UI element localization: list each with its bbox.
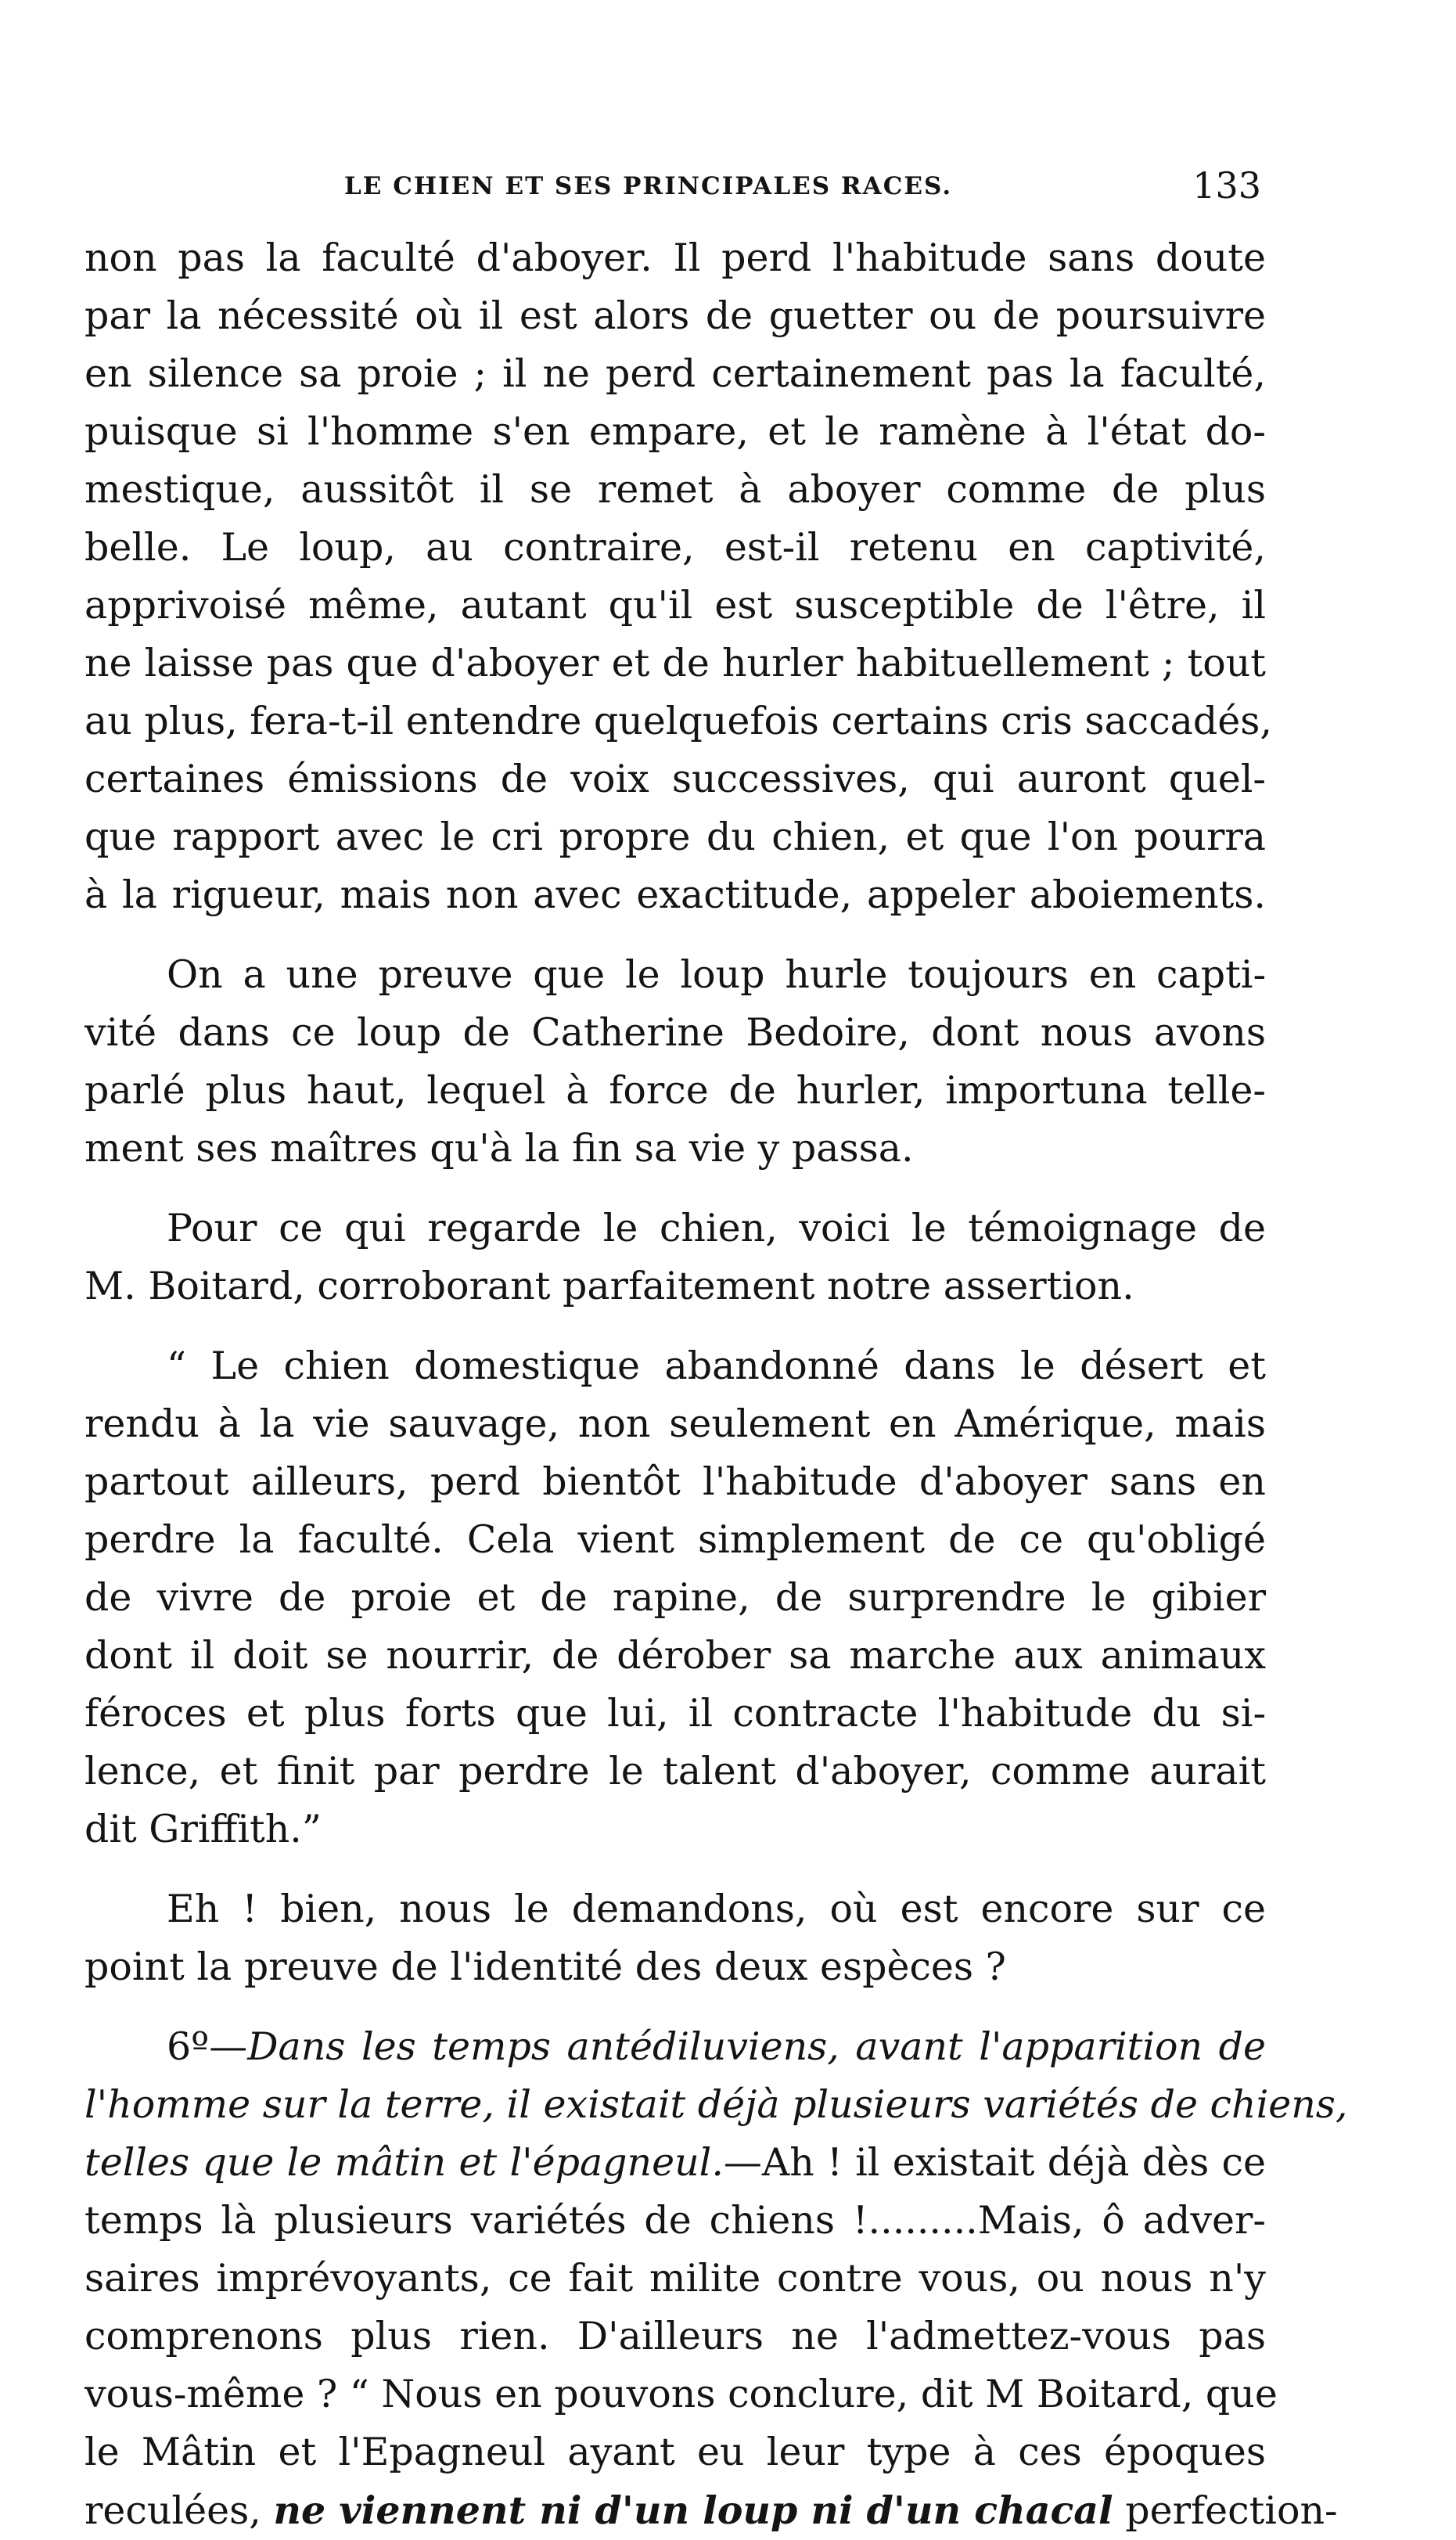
text-line: puisque si l'homme s'en empare, et le ramène à l'état do- <box>84 409 1266 454</box>
text-line: mestique, aussitôt il se remet à aboyer comme de plus <box>84 467 1266 512</box>
paragraph-gap <box>84 1178 1266 1200</box>
text-line: parlé plus haut, lequel à force de hurler, importuna telle- <box>84 1068 1266 1113</box>
emphasized-phrase: ne viennent ni d'un loup ni d'un chacal <box>273 2488 1113 2533</box>
text-line: vité dans ce loup de Catherine Bedoire, dont nous avons <box>84 1010 1266 1055</box>
paragraph-1 <box>84 229 1272 924</box>
text-line: à la rigueur, mais non avec exactitude, appeler aboiements. <box>84 872 1266 917</box>
text-span: perfection- <box>1113 2488 1338 2533</box>
text-line: que rapport avec le cri propre du chien, et que l'on pourra <box>84 815 1266 859</box>
text-line: dit Griffith.” <box>84 1807 322 1851</box>
paragraph-3 <box>84 1200 1266 1315</box>
text-line: en silence sa proie ; il ne perd certainement pas la faculté, <box>84 351 1266 396</box>
text-line: le Mâtin et l'Epagneul ayant eu leur type à ces époques <box>84 2430 1266 2474</box>
running-head: LE CHIEN ET SES PRINCIPALES RACES. <box>344 172 953 200</box>
italic-proposition-line: l'homme sur la terre, il existait déjà plusieurs variétés de chiens, <box>84 2082 1348 2127</box>
text-line: non pas la faculté d'aboyer. Il perd l'habitude sans doute <box>84 236 1266 280</box>
text-line <box>84 2018 1266 2076</box>
text-line: belle. Le loup, au contraire, est-il retenu en captivité, <box>84 525 1266 570</box>
paragraph-gap <box>84 1858 1266 1880</box>
italic-proposition: Dans les temps antédiluviens, avant l'apparition de <box>247 2024 1266 2069</box>
text-line: lence, et finit par perdre le talent d'aboyer, comme aurait <box>84 1749 1266 1793</box>
text-line: temps là plusieurs variétés de chiens !.........Mais, ô adver- <box>84 2198 1266 2243</box>
text-line: certaines émissions de voix successives, qui auront quel- <box>84 757 1266 801</box>
text-line: vous-même ? “ Nous en pouvons conclure, dit M Boitard, que <box>84 2372 1278 2416</box>
text-line: ne laisse pas que d'aboyer et de hurler habituellement ; tout <box>84 641 1266 685</box>
text-span: reculées, <box>84 2488 274 2533</box>
page-number: 133 <box>1192 164 1261 207</box>
text-line: Eh ! bien, nous le demandons, où est encore sur ce <box>167 1887 1266 1931</box>
text-line: M. Boitard, corroborant parfaitement notre assertion. <box>84 1264 1134 1308</box>
text-line: perdre la faculté. Cela vient simplement de ce qu'obligé <box>84 1517 1266 1562</box>
running-header <box>344 164 1275 219</box>
page-body <box>84 229 1348 2539</box>
paragraph-6 <box>84 2018 1348 2539</box>
text-line: rendu à la vie sauvage, non seulement en Amérique, mais <box>84 1401 1266 1446</box>
paragraph-2 <box>84 946 1266 1178</box>
text-line: au plus, fera-t-il entendre quelquefois certains cris saccadés, <box>84 699 1272 743</box>
paragraph-gap <box>84 924 1266 946</box>
text-line: point la preuve de l'identité des deux espèces ? <box>84 1945 1006 1989</box>
text-line: “ Le chien domestique abandonné dans le désert et <box>167 1344 1266 1388</box>
text-line: par la nécessité où il est alors de guetter ou de poursuivre <box>84 293 1266 338</box>
italic-proposition: telles que le mâtin et l'épagneul. <box>84 2140 724 2185</box>
text-line <box>84 2481 1338 2539</box>
paragraph-gap <box>84 1996 1266 2018</box>
text-line: On a une preuve que le loup hurle toujours en capti- <box>167 952 1266 997</box>
text-line: comprenons plus rien. D'ailleurs ne l'admettez-vous pas <box>84 2314 1266 2358</box>
text-line: saires imprévoyants, ce fait milite contre vous, ou nous n'y <box>84 2256 1266 2301</box>
text-line: apprivoisé même, autant qu'il est susceptible de l'être, il <box>84 583 1266 628</box>
paragraph-gap <box>84 1315 1266 1337</box>
item-number: 6º— <box>167 2024 248 2069</box>
text-line: de vivre de proie et de rapine, de surprendre le gibier <box>84 1575 1266 1620</box>
text-line: Pour ce qui regarde le chien, voici le témoignage de <box>167 1206 1266 1250</box>
paragraph-5 <box>84 1880 1266 1996</box>
paragraph-4-quotation <box>84 1337 1266 1858</box>
text-line: féroces et plus forts que lui, il contracte l'habitude du si- <box>84 1691 1266 1736</box>
text-line: partout ailleurs, perd bientôt l'habitude d'aboyer sans en <box>84 1459 1266 1504</box>
text-span: —Ah ! il existait déjà dès ce <box>723 2140 1266 2185</box>
text-line <box>84 2134 1266 2192</box>
text-line: dont il doit se nourrir, de dérober sa marche aux animaux <box>84 1633 1266 1678</box>
text-line: ment ses maîtres qu'à la fin sa vie y passa. <box>84 1126 914 1171</box>
